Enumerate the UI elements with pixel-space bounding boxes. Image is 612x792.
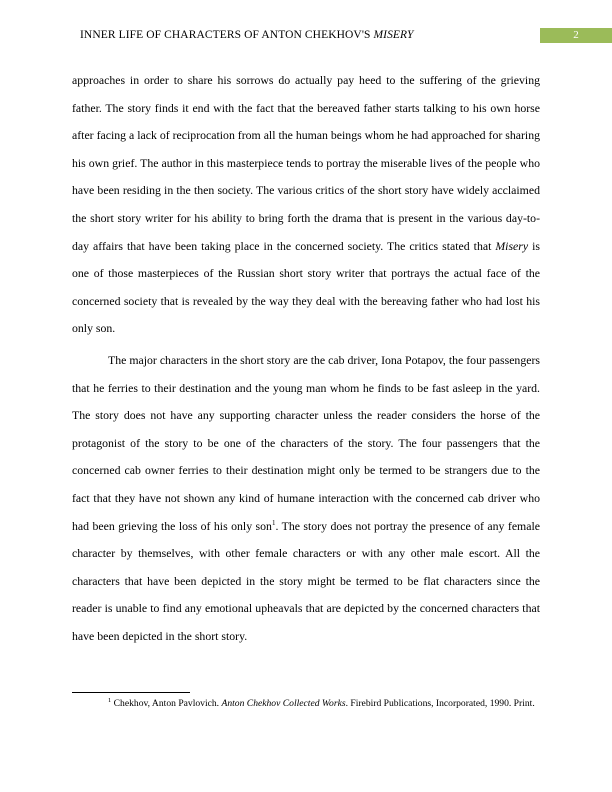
page-header	[0, 28, 612, 44]
footnote-book-title: Anton Chekhov Collected Works	[221, 698, 346, 709]
footnote-text-b: . Firebird Publications, Incorporated, 1990. Print.	[345, 698, 535, 709]
footnote-separator	[72, 692, 190, 693]
footnote-body	[72, 697, 540, 711]
paragraph-1-text-b: is one of those masterpieces of the Russian short story writer that portrays the actual face of the concerned society that is revealed by the way they deal with the bereaving father who had lost his only son.	[72, 238, 540, 336]
footnote-marker: 1	[108, 696, 112, 704]
document-body	[72, 67, 540, 650]
footnote	[72, 697, 540, 711]
paragraph-1	[72, 67, 540, 343]
running-head-text: INNER LIFE OF CHARACTERS OF ANTON CHEKHOV'S	[80, 29, 374, 41]
footnote-text-a: Chekhov, Anton Pavlovich.	[111, 698, 222, 709]
paragraph-2-text-a: The major characters in the short story are the cab driver, Iona Potapov, the four passengers that he ferries to their destination and the young man whom he finds to be fast asleep in the yard. The story does not have any supporting character unless the reader considers the horse of the protagonist of the story to be one of the characters of the story. The four passengers that the concerned cab owner ferries to their destination might only be termed to be strangers due to the fact that they have not shown any kind of humane interaction with the concerned cab driver who had been grieving the loss of his only son	[72, 352, 540, 533]
running-head-italic: MISERY	[373, 29, 414, 41]
paragraph-1-text-a: approaches in order to share his sorrows do actually pay heed to the suffering of the grieving father. The story finds it end with the fact that the bereaved father starts talking to his own horse after facing a lack of reciprocation from all the human beings whom he had approached for sharing his own grief. The author in this masterpiece tends to portray the miserable lives of the people who have been residing in the then society. The various critics of the short story have widely acclaimed the short story writer for his ability to bring forth the drama that is present in the various day-to-day affairs that have been taking place in the concerned society. The critics stated that	[72, 73, 540, 253]
story-title-italic: Misery	[495, 238, 529, 253]
footnote-reference[interactable]: 1	[271, 518, 276, 527]
running-head	[80, 29, 413, 41]
paragraph-2	[72, 347, 540, 651]
paragraph-2-text-b: . The story does not portray the presence of any female character by themselves, with other female characters or with any other male escort. All the characters that have been depicted in the story might be termed to be flat characters since the reader is unable to find any emotional upheavals that are depicted by the concerned characters that have been depicted in the short story.	[72, 518, 540, 643]
page-number: 2	[540, 28, 612, 43]
